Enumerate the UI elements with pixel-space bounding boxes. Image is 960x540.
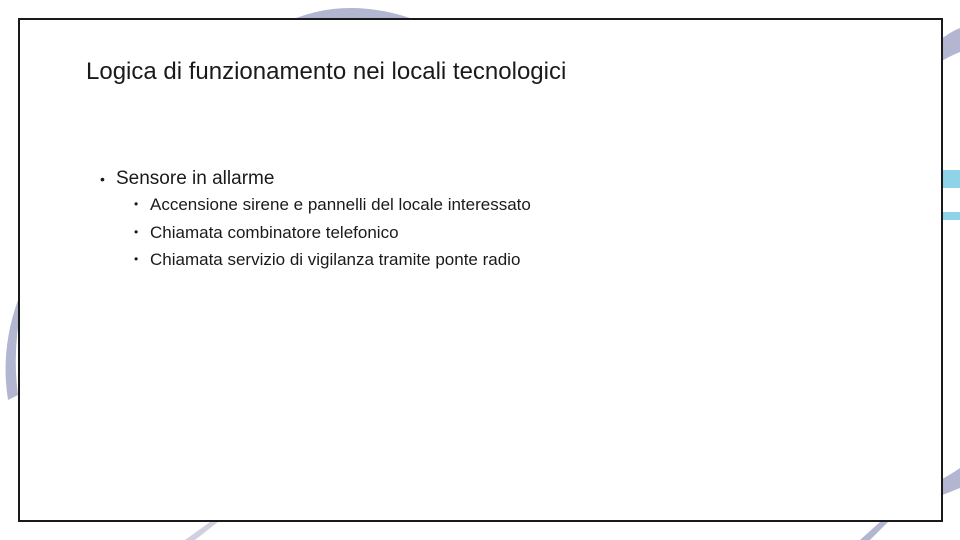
bullet-dot-icon: • — [134, 197, 139, 211]
bullet-list — [100, 167, 531, 274]
sub-bullet-text: Chiamata servizio di vigilanza tramite ponte radio — [150, 250, 521, 269]
slide-frame — [18, 18, 943, 522]
sub-bullet-list — [116, 191, 531, 274]
bullet-dot-icon: • — [134, 252, 139, 266]
bullet-text: Sensore in allarme — [116, 168, 275, 189]
accent-bar-upper — [941, 170, 960, 188]
bullet-item — [100, 167, 531, 274]
bullet-dot-icon: • — [134, 224, 139, 239]
sub-bullet-text: Accensione sirene e pannelli del locale interessato — [150, 195, 531, 214]
sub-bullet-item — [116, 219, 531, 247]
sub-bullet-item — [116, 246, 531, 274]
right-top-swoosh — [940, 28, 960, 62]
accent-bar-lower — [941, 212, 960, 220]
right-bottom-swoosh — [940, 468, 960, 496]
bottom-right-swoosh — [860, 522, 888, 540]
slide-title: Logica di funzionamento nei locali tecnologici — [86, 58, 567, 85]
sub-bullet-text: Chiamata combinatore telefonico — [150, 222, 399, 242]
bottom-left-swoosh — [185, 522, 218, 540]
sub-bullet-item — [116, 191, 531, 219]
bullet-dot-icon: • — [100, 171, 105, 187]
